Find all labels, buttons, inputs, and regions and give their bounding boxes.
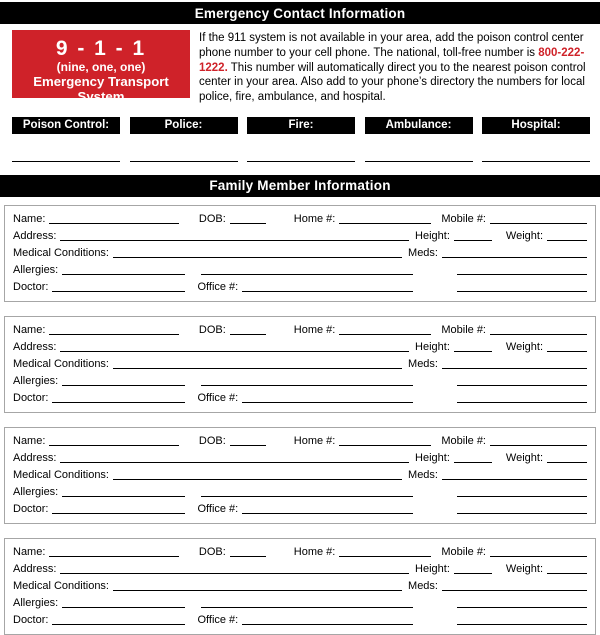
home-phone-blank-line (339, 334, 431, 335)
contact-label-ambulance-text: Ambulance: (385, 119, 452, 132)
meds-blank-line (442, 590, 587, 591)
medical-conditions-row (13, 355, 587, 372)
doctor-label: Doctor: (13, 280, 49, 293)
allergies-label: Allergies: (13, 263, 59, 276)
mobile-phone-blank-line (490, 556, 587, 557)
weight-blank-line (547, 240, 587, 241)
allergies-blank-line (62, 496, 185, 497)
medical-conditions-label: Medical Conditions: (13, 468, 109, 481)
address-blank-line (60, 240, 409, 241)
weight-label: Weight: (505, 229, 543, 242)
height-blank-line (454, 351, 492, 352)
height-blank-line (454, 240, 492, 241)
doctor-row (13, 278, 587, 295)
contact-label-hospital-text: Hospital: (511, 119, 561, 132)
home-phone-label: Home #: (293, 323, 336, 336)
meds-blank-line (442, 257, 587, 258)
weight-label: Weight: (505, 340, 543, 353)
911-number: 9 - 1 - 1 (55, 37, 147, 60)
meds-continuation-line-2 (457, 402, 587, 403)
office-phone-blank-line (242, 291, 413, 292)
medical-conditions-row (13, 577, 587, 594)
doctor-row (13, 611, 587, 628)
meds-continuation-line-1 (457, 607, 587, 608)
office-phone-blank-line (242, 624, 413, 625)
meds-label: Meds: (408, 357, 438, 370)
weight-blank-line (547, 573, 587, 574)
allergies-row (13, 483, 587, 500)
name-row (13, 210, 587, 227)
name-blank-line (49, 556, 178, 557)
weight-label: Weight: (505, 562, 543, 575)
family-member-block (4, 427, 596, 524)
meds-label: Meds: (408, 246, 438, 259)
name-label: Name: (13, 212, 46, 225)
home-phone-label: Home #: (293, 212, 336, 225)
911-callout-box (12, 30, 190, 104)
contact-label-fire-text: Fire: (288, 119, 314, 132)
allergies-blank-line (62, 385, 185, 386)
address-label: Address: (13, 229, 57, 242)
contact-label-police-text: Police: (164, 119, 203, 132)
medical-conditions-blank-line (113, 479, 402, 480)
meds-continuation-line-1 (457, 496, 587, 497)
medical-conditions-blank-line (113, 257, 402, 258)
meds-continuation-line-1 (457, 385, 587, 386)
contact-label-hospital (482, 117, 590, 134)
family-member-block (4, 205, 596, 302)
doctor-blank-line (52, 402, 185, 403)
mobile-phone-blank-line (490, 223, 587, 224)
police-blank-line (130, 161, 238, 162)
name-row (13, 543, 587, 560)
address-row (13, 338, 587, 355)
doctor-blank-line (52, 513, 185, 514)
instructions-text-end: This number will automatically direct you to the nearest poison control center in your area. Also add to your phone’s directory the numbers for local police, fire, ambulance, and hospital. (199, 61, 586, 104)
contact-label-poison-control (12, 117, 120, 134)
contact-label-police (130, 117, 238, 134)
address-label: Address: (13, 340, 57, 353)
family-member-block (4, 316, 596, 413)
name-row (13, 321, 587, 338)
doctor-label: Doctor: (13, 502, 49, 515)
office-phone-label: Office #: (197, 280, 239, 293)
family-member-blocks (0, 205, 600, 635)
mobile-phone-label: Mobile #: (441, 323, 486, 336)
allergies-blank-line (62, 274, 185, 275)
fire-blank-line (247, 161, 355, 162)
name-blank-line (49, 223, 178, 224)
address-blank-line (60, 351, 409, 352)
poison-control-blank-line (12, 161, 120, 162)
dob-label: DOB: (198, 323, 226, 336)
height-blank-line (454, 573, 492, 574)
name-blank-line (49, 334, 178, 335)
address-row (13, 560, 587, 577)
medical-conditions-blank-line (113, 590, 402, 591)
address-label: Address: (13, 562, 57, 575)
meds-blank-line (442, 368, 587, 369)
allergies-continuation-line (201, 607, 413, 608)
medical-conditions-row (13, 466, 587, 483)
office-phone-label: Office #: (197, 391, 239, 404)
name-blank-line (49, 445, 178, 446)
allergies-continuation-line (201, 385, 413, 386)
doctor-blank-line (52, 291, 185, 292)
mobile-phone-label: Mobile #: (441, 212, 486, 225)
office-phone-blank-line (242, 402, 413, 403)
meds-label: Meds: (408, 579, 438, 592)
intro-section (0, 24, 600, 105)
allergies-continuation-line (201, 274, 413, 275)
family-member-block (4, 538, 596, 635)
allergies-label: Allergies: (13, 485, 59, 498)
height-label: Height: (415, 451, 450, 464)
office-phone-label: Office #: (197, 502, 239, 515)
medical-conditions-blank-line (113, 368, 402, 369)
allergies-blank-line (62, 607, 185, 608)
instructions-text-start: If the 911 system is not available in your area, add the poison control center phone number to your cell phone. The national, toll-free number is (199, 32, 584, 59)
emergency-section-header (0, 2, 600, 24)
meds-label: Meds: (408, 468, 438, 481)
home-phone-blank-line (339, 223, 431, 224)
address-row (13, 449, 587, 466)
height-label: Height: (415, 229, 450, 242)
dob-label: DOB: (198, 545, 226, 558)
family-section-header (0, 175, 600, 197)
name-row (13, 432, 587, 449)
address-label: Address: (13, 451, 57, 464)
dob-blank-line (230, 334, 266, 335)
meds-continuation-line-1 (457, 274, 587, 275)
emergency-section-title: Emergency Contact Information (194, 5, 406, 21)
name-label: Name: (13, 323, 46, 336)
allergies-label: Allergies: (13, 596, 59, 609)
medical-conditions-label: Medical Conditions: (13, 357, 109, 370)
allergies-row (13, 594, 587, 611)
poison-control-instructions (199, 31, 592, 105)
office-phone-blank-line (242, 513, 413, 514)
meds-blank-line (442, 479, 587, 480)
contact-label-poison-control-text: Poison Control: (22, 119, 110, 132)
dob-blank-line (230, 556, 266, 557)
weight-blank-line (547, 462, 587, 463)
doctor-label: Doctor: (13, 391, 49, 404)
weight-blank-line (547, 351, 587, 352)
name-label: Name: (13, 434, 46, 447)
doctor-row (13, 500, 587, 517)
address-row (13, 227, 587, 244)
allergies-row (13, 261, 587, 278)
contact-label-fire (247, 117, 355, 134)
home-phone-blank-line (339, 556, 431, 557)
home-phone-blank-line (339, 445, 431, 446)
office-phone-label: Office #: (197, 613, 239, 626)
name-label: Name: (13, 545, 46, 558)
ambulance-blank-line (365, 161, 473, 162)
home-phone-label: Home #: (293, 545, 336, 558)
dob-label: DOB: (198, 434, 226, 447)
allergies-label: Allergies: (13, 374, 59, 387)
doctor-label: Doctor: (13, 613, 49, 626)
poison-control-phone-number: 800-222-1222. (199, 46, 585, 74)
height-blank-line (454, 462, 492, 463)
contact-label-ambulance (365, 117, 473, 134)
doctor-blank-line (52, 624, 185, 625)
mobile-phone-blank-line (490, 445, 587, 446)
911-system-label: Emergency Transport System (33, 74, 169, 104)
medical-conditions-label: Medical Conditions: (13, 246, 109, 259)
meds-continuation-line-2 (457, 513, 587, 514)
911-words: (nine, one, one) (56, 60, 146, 74)
mobile-phone-blank-line (490, 334, 587, 335)
dob-label: DOB: (198, 212, 226, 225)
meds-continuation-line-2 (457, 624, 587, 625)
allergies-row (13, 372, 587, 389)
mobile-phone-label: Mobile #: (441, 434, 486, 447)
family-section-title: Family Member Information (209, 178, 391, 194)
medical-conditions-label: Medical Conditions: (13, 579, 109, 592)
medical-conditions-row (13, 244, 587, 261)
emergency-contacts-blank-row (12, 161, 590, 162)
height-label: Height: (415, 340, 450, 353)
mobile-phone-label: Mobile #: (441, 545, 486, 558)
dob-blank-line (230, 445, 266, 446)
emergency-contacts-label-row (12, 117, 590, 134)
emergency-contact-form (0, 2, 600, 635)
height-label: Height: (415, 562, 450, 575)
weight-label: Weight: (505, 451, 543, 464)
address-blank-line (60, 462, 409, 463)
dob-blank-line (230, 223, 266, 224)
meds-continuation-line-2 (457, 291, 587, 292)
home-phone-label: Home #: (293, 434, 336, 447)
hospital-blank-line (482, 161, 590, 162)
address-blank-line (60, 573, 409, 574)
doctor-row (13, 389, 587, 406)
allergies-continuation-line (201, 496, 413, 497)
